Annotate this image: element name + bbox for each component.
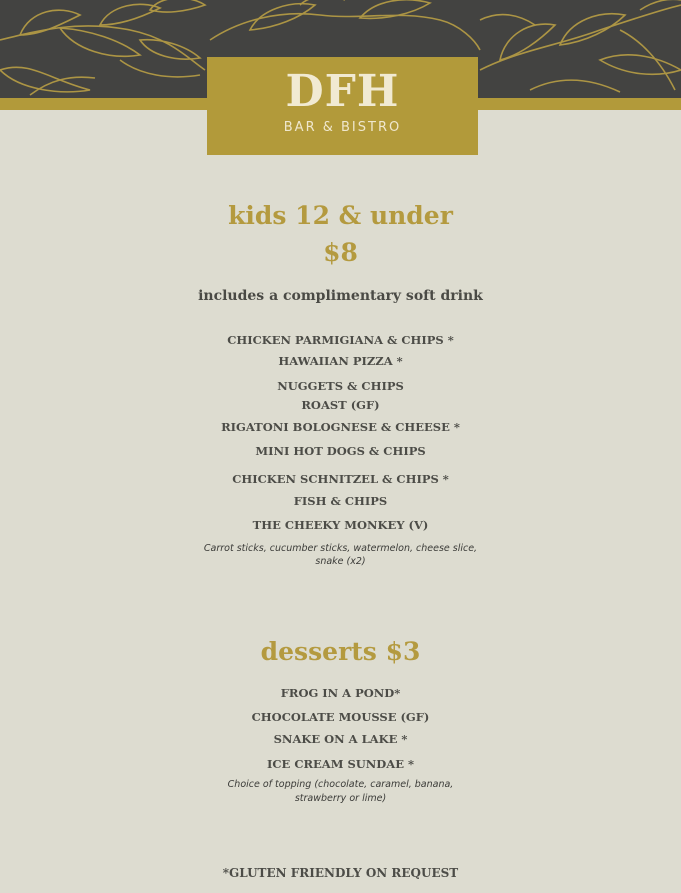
logo-wordmark: DFH xyxy=(285,66,400,117)
gluten-friendly-note: *GLUTEN FRIENDLY ON REQUEST xyxy=(222,866,459,880)
sundae-description: strawberry or lime) xyxy=(294,793,387,804)
dessert-item: FROG IN A POND* xyxy=(280,686,401,700)
kids-item: FISH & CHIPS xyxy=(293,494,388,508)
kids-item: MINI HOT DOGS & CHIPS xyxy=(255,444,426,458)
dessert-item: CHOCOLATE MOUSSE (GF) xyxy=(251,710,430,724)
dessert-item: SNAKE ON A LAKE * xyxy=(273,732,408,746)
kids-drink-note: includes a complimentary soft drink xyxy=(198,288,483,304)
kids-item: RIGATONI BOLOGNESE & CHEESE * xyxy=(221,420,460,434)
kids-section-title: kids 12 & under xyxy=(228,201,453,230)
kids-item: THE CHEEKY MONKEY (V) xyxy=(252,518,429,532)
logo-subtitle: BAR & BISTRO xyxy=(283,120,402,135)
kids-item: CHICKEN SCHNITZEL & CHIPS * xyxy=(232,472,449,486)
logo xyxy=(207,57,478,155)
desserts-section-title: desserts $3 xyxy=(260,637,421,666)
cheeky-monkey-description: snake (x2) xyxy=(315,556,366,567)
dessert-item: ICE CREAM SUNDAE * xyxy=(267,757,414,771)
sundae-description: Choice of topping (chocolate, caramel, banana, xyxy=(227,779,454,790)
kids-item: CHICKEN PARMIGIANA & CHIPS * xyxy=(227,333,454,347)
kids-price: $8 xyxy=(323,238,358,267)
kids-item: ROAST (GF) xyxy=(301,398,380,412)
kids-item: HAWAIIAN PIZZA * xyxy=(278,354,403,368)
kids-item: NUGGETS & CHIPS xyxy=(277,379,404,393)
cheeky-monkey-description: Carrot sticks, cucumber sticks, watermelon, cheese slice, xyxy=(203,543,478,554)
